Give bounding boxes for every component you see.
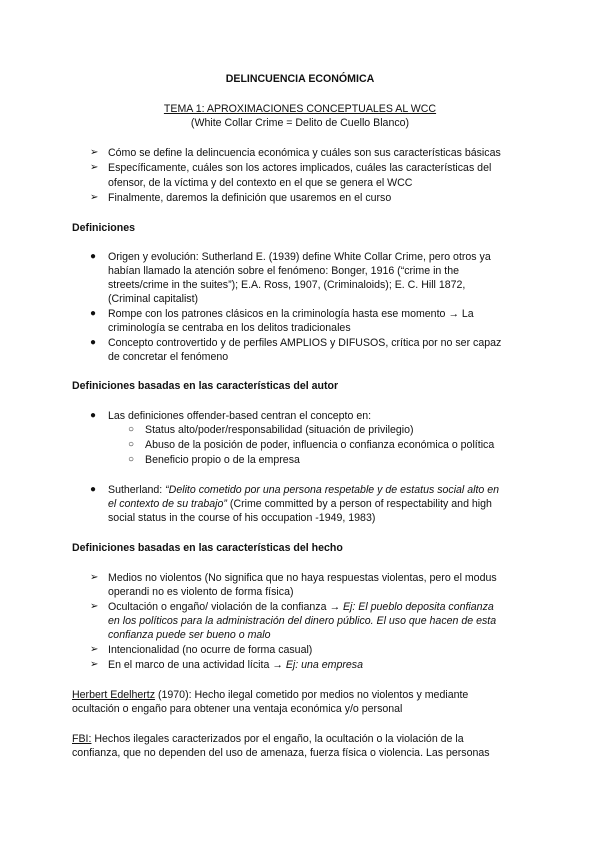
sutherland-english: (Crime committed by a person of respectability and high xyxy=(226,498,492,510)
arrow-bullet-icon: ➢ xyxy=(90,572,99,583)
dot-bullet-icon: ● xyxy=(90,308,97,319)
intro-bullet: Finalmente, daremos la definición que usaremos en el curso xyxy=(108,192,392,204)
act-line-text: En el marco de una actividad lícita → xyxy=(108,659,286,671)
author-subitem: Beneficio propio o de la empresa xyxy=(145,454,300,466)
edelhertz-line-2: ocultación o engaño para obtener una ventaja económica y/o personal xyxy=(72,703,403,715)
topic-heading: TEMA 1: APROXIMACIONES CONCEPTUALES AL WCC xyxy=(163,103,437,115)
intro-bullet-continuation: ofensor, de la víctima y del contexto en el que se genera el WCC xyxy=(108,177,413,189)
section-heading-definiciones: Definiciones xyxy=(72,222,135,234)
act-line: operandi no es violento de forma física) xyxy=(108,586,294,598)
sutherland-label: Sutherland: xyxy=(108,484,166,496)
intro-bullet: Específicamente, cuáles son los actores implicados, cuáles las características del xyxy=(108,162,492,174)
sutherland-line-2 xyxy=(108,497,492,511)
sutherland-quote: “Delito cometido por una persona respetable y de estatus social alto en xyxy=(165,484,500,496)
act-example-line: confianza puede ser bueno o malo xyxy=(108,629,271,641)
arrow-bullet-icon: ➢ xyxy=(90,147,99,158)
document-title: DELINCUENCIA ECONÓMICA xyxy=(225,73,375,85)
definition-line: habían llamado la atención sobre el fenómeno: Bonger, 1916 (“crime in the xyxy=(108,265,459,277)
sutherland-line-1 xyxy=(108,483,499,497)
act-line-text: Ocultación o engaño/ violación de la confianza → xyxy=(108,601,343,613)
fbi-text: Hechos ilegales caracterizados por el engaño, la ocultación o la violación de la xyxy=(91,733,464,745)
dot-bullet-icon: ● xyxy=(90,484,97,495)
fbi-line-2: confianza, que no dependen del uso de amenaza, fuerza física o violencia. Las personas xyxy=(72,747,490,759)
arrow-bullet-icon: ➢ xyxy=(90,162,99,173)
author-lead: Las definiciones offender-based centran el concepto en: xyxy=(108,410,372,422)
author-subitem: Status alto/poder/responsabilidad (situación de privilegio) xyxy=(145,424,414,436)
dot-bullet-icon: ● xyxy=(90,410,97,421)
arrow-bullet-icon: ➢ xyxy=(90,644,99,655)
edelhertz-text: (1970): Hecho ilegal cometido por medios no violentos y mediante xyxy=(155,689,469,701)
act-example: Ej: El pueblo deposita confianza xyxy=(342,601,494,613)
circle-bullet-icon: ○ xyxy=(128,439,135,450)
author-subitem: Abuso de la posición de poder, influencia o confianza económica o política xyxy=(145,439,495,451)
definition-line: Origen y evolución: Sutherland E. (1939) define White Collar Crime, pero otros ya xyxy=(108,251,491,263)
edelhertz-line-1 xyxy=(72,688,468,702)
dot-bullet-icon: ● xyxy=(90,337,97,348)
act-line: Intencionalidad (no ocurre de forma casual) xyxy=(108,644,313,656)
sutherland-quote: el contexto de su trabajo” xyxy=(108,498,227,510)
definition-line: Rompe con los patrones clásicos en la criminología hasta ese momento → La xyxy=(108,308,474,320)
act-line xyxy=(108,600,494,614)
act-example-line: en los políticos para la administración del dinero público. El uso que hacen de esta xyxy=(108,615,497,627)
definition-line: Concepto controvertido y de perfiles AMPLIOS y DIFUSOS, crítica por no ser capaz xyxy=(108,337,502,349)
section-heading-act: Definiciones basadas en las características del hecho xyxy=(72,542,343,554)
arrow-bullet-icon: ➢ xyxy=(90,601,99,612)
circle-bullet-icon: ○ xyxy=(128,424,135,435)
dot-bullet-icon: ● xyxy=(90,251,97,262)
act-example: Ej: una empresa xyxy=(285,659,363,671)
arrow-bullet-icon: ➢ xyxy=(90,192,99,203)
definition-line: de concretar el fenómeno xyxy=(108,351,229,363)
definition-line: criminología se centraba en los delitos tradicionales xyxy=(108,322,351,334)
definition-line: streets/crime in the suites”); E.A. Ross, 1907, (Criminaloids); E. C. Hill 1872, xyxy=(108,279,466,291)
topic-subheading: (White Collar Crime = Delito de Cuello Blanco) xyxy=(190,117,410,129)
act-line xyxy=(108,658,363,672)
fbi-name: FBI: xyxy=(72,733,92,745)
sutherland-line-3: social status in the course of his occupation -1949, 1983) xyxy=(108,512,376,524)
definition-line: (Criminal capitalist) xyxy=(108,293,199,305)
section-heading-author: Definiciones basadas en las características del autor xyxy=(72,380,339,392)
intro-bullet: Cómo se define la delincuencia económica y cuáles son sus características básicas xyxy=(108,147,501,159)
act-line: Medios no violentos (No significa que no haya respuestas violentas, pero el modus xyxy=(108,572,497,584)
arrow-bullet-icon: ➢ xyxy=(90,659,99,670)
edelhertz-name: Herbert Edelhertz xyxy=(72,689,156,701)
fbi-line-1 xyxy=(72,732,464,746)
circle-bullet-icon: ○ xyxy=(128,454,135,465)
